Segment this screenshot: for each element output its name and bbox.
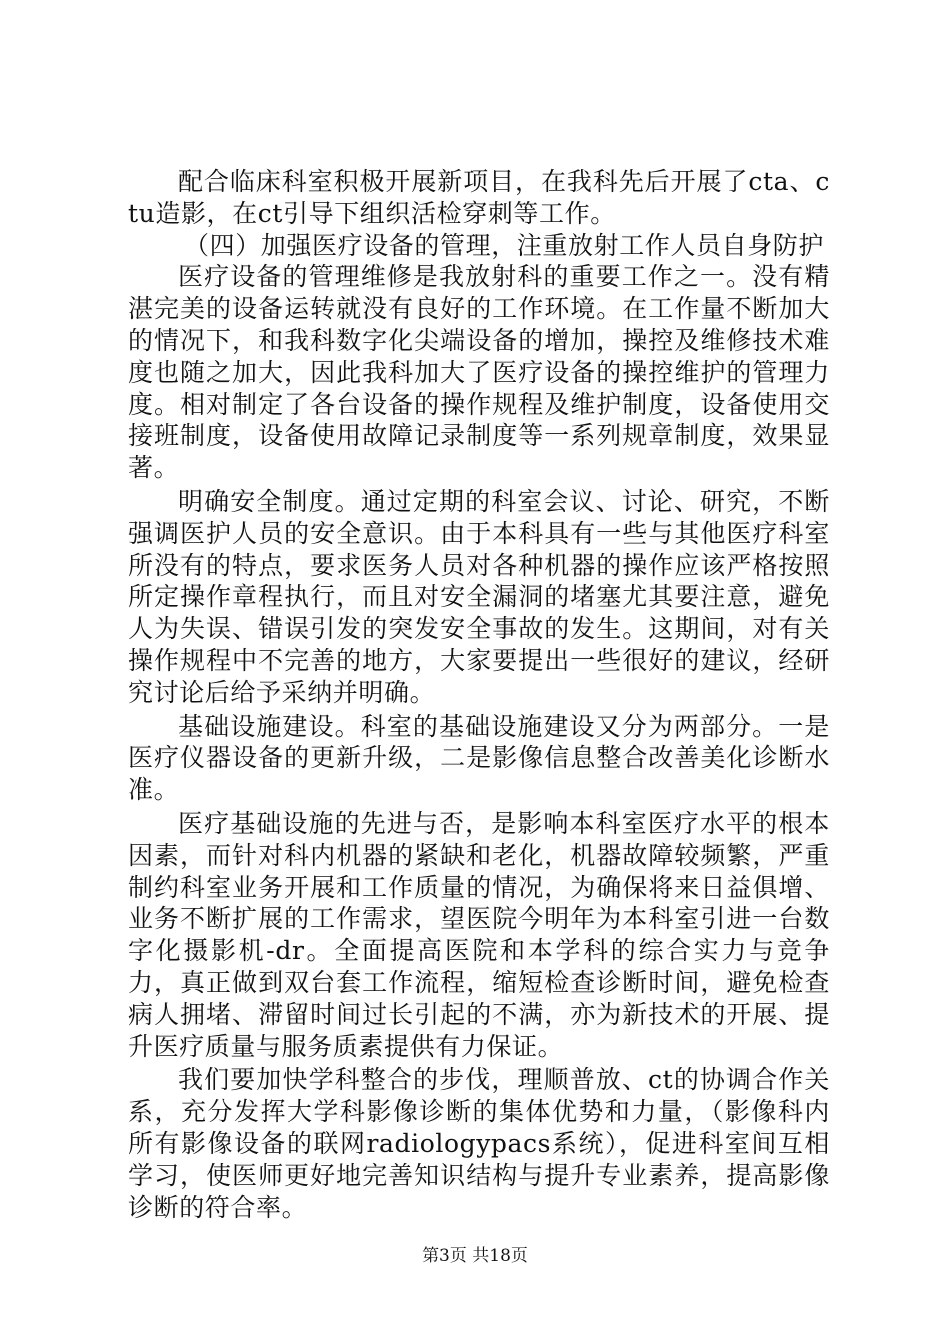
document-body <box>128 166 830 1223</box>
paragraph-new-projects: 配合临床科室积极开展新项目，在我科先后开展了cta、ctu造影，在ct引导下组织活检穿刺等工作。 <box>128 167 830 228</box>
paragraph-equipment-maintenance: 医疗设备的管理维修是我放射科的重要工作之一。没有精湛完美的设备运转就没有良好的工作环境。在工作量不断加大的情况下，和我科数字化尖端设备的增加，操控及维修技术难度也随之加大，因此我科加大了医疗设备的操控维护的管理力度。相对制定了各台设备的操作规程及维护制度，设备使用交接班制度，设备使用故障记录制度等一系列规章制度，效果显著。 <box>128 262 830 483</box>
paragraph-safety-system: 明确安全制度。通过定期的科室会议、讨论、研究，不断强调医护人员的安全意识。由于本科具有一些与其他医疗科室所没有的特点，要求医务人员对各种机器的操作应该严格按照所定操作章程执行，而且对安全漏洞的堵塞尤其要注意，避免人为失误、错误引发的突发安全事故的发生。这期间，对有关操作规程中不完善的地方，大家要提出一些很好的建议，经研究讨论后给予采纳并明确。 <box>128 486 830 707</box>
section-heading-equipment-management: （四）加强医疗设备的管理，注重放射工作人员自身防护 <box>184 230 825 260</box>
page-number-footer: 第3页 共18页 <box>422 1246 528 1266</box>
paragraph-discipline-integration: 我们要加快学科整合的步伐，理顺普放、ct的协调合作关系，充分发挥大学科影像诊断的集体优势和力量，（影像科内所有影像设备的联网radiologypacs系统），促进科室间互相学习，使医师更好地完善知识结构与提升专业素养，提高影像诊断的符合率。 <box>128 1065 830 1222</box>
paragraph-medical-infrastructure: 医疗基础设施的先进与否，是影响本科室医疗水平的根本因素，而针对科内机器的紧缺和老化，机器故障较频繁，严重制约科室业务开展和工作质量的情况，为确保将来日益俱增、业务不断扩展的工作需求，望医院今明年为本科室引进一台数字化摄影机-dr。全面提高医院和本学科的综合实力与竞争力，真正做到双台套工作流程，缩短检查诊断时间，避免检查病人拥堵、滞留时间过长引起的不满，亦为新技术的开展、提升医疗质量与服务质素提供有力保证。 <box>128 808 830 1061</box>
paragraph-infrastructure: 基础设施建设。科室的基础设施建设又分为两部分。一是医疗仪器设备的更新升级，二是影像信息整合改善美化诊断水准。 <box>128 711 830 805</box>
